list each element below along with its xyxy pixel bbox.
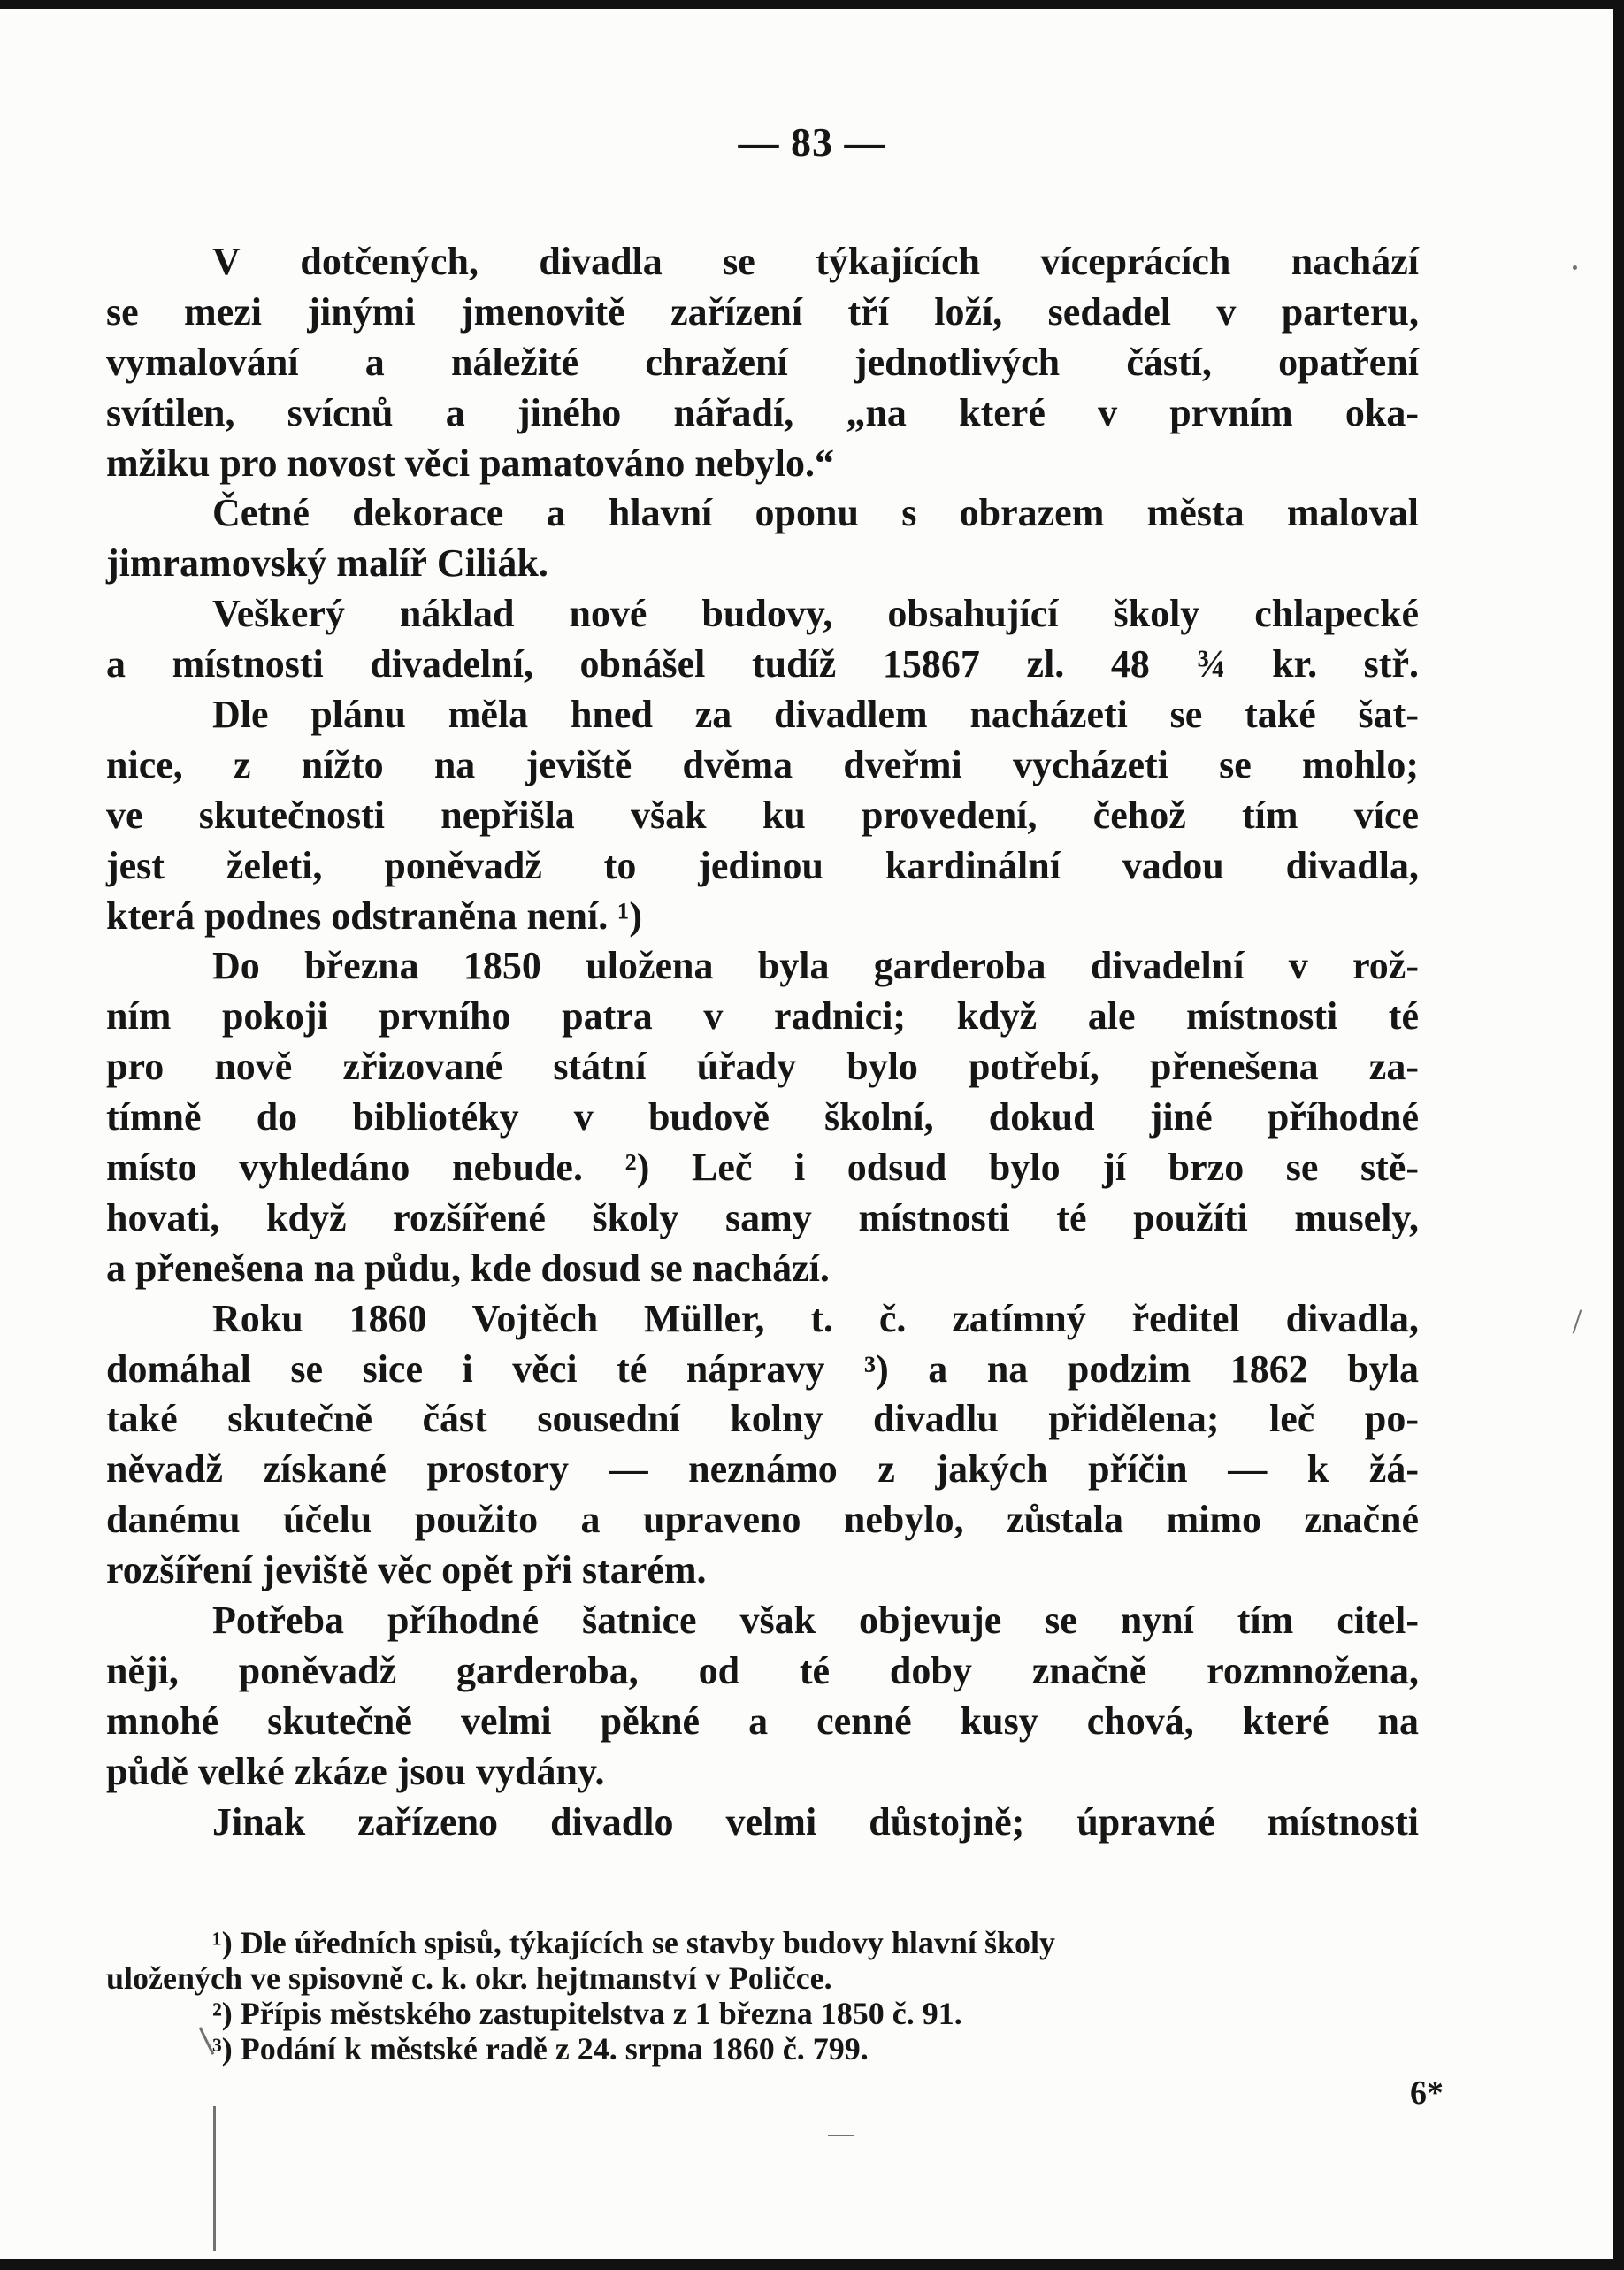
- footnote-1-line-2: uložených ve spisovně c. k. okr. hejtmanství v Poličce.: [106, 1960, 832, 1996]
- text-line-5: mžiku pro novost věci pamatováno nebylo.“: [106, 441, 835, 485]
- text-line-15: Do března 1850 uložena byla garderoba divadelní v rož-: [212, 944, 1419, 988]
- text-line-28: Potřeba příhodné šatnice však objevuje se nyní tím citel-: [212, 1599, 1419, 1643]
- text-line-4: svítilen, svícnů a jiného nářadí, „na které v prvním oka-: [106, 390, 1419, 434]
- text-line-9: a místnosti divadelní, obnášel tudíž 15867 zl. 48 ¾ kr. stř.: [106, 642, 1419, 686]
- text-line-22: Roku 1860 Vojtěch Müller, t. č. zatímný ředitel divadla,: [212, 1296, 1419, 1340]
- text-line-10: Dle plánu měla hned za divadlem nacházeti se také šat-: [212, 693, 1419, 737]
- text-line-25: něvadž získané prostory — neznámo z jakých příčin — k žá-: [106, 1447, 1419, 1492]
- right-scan-edge: [1613, 0, 1624, 2270]
- page-number-header: — 83 —: [738, 119, 886, 165]
- top-scan-edge: [0, 0, 1624, 9]
- text-line-20: hovati, když rozšířené školy samy místnosti té použíti musely,: [106, 1195, 1419, 1239]
- text-line-30: mnohé skutečně velmi pěkné a cenné kusy chová, které na: [106, 1699, 1419, 1743]
- text-line-24: také skutečně část sousední kolny divadlu přidělena; leč po-: [106, 1397, 1419, 1441]
- text-line-3: vymalování a náležité chražení jednotlivých částí, opatření: [106, 340, 1419, 384]
- text-line-21: a přenešena na půdu, kde dosud se nachází.: [106, 1246, 830, 1290]
- text-line-11: nice, z nížto na jeviště dvěma dveřmi vycházeti se mohlo;: [106, 742, 1419, 786]
- main-text-block: [106, 237, 1419, 1848]
- text-line-8: Veškerý náklad nové budovy, obsahující školy chlapecké: [212, 592, 1419, 636]
- text-line-29: něji, poněvadž garderoba, od té doby značně rozmnožena,: [106, 1648, 1419, 1692]
- scan-artifact-dot: [1573, 265, 1577, 270]
- text-line-31: půdě velké zkáze jsou vydány.: [106, 1749, 605, 1793]
- footnotes-block: [106, 1925, 1419, 2067]
- text-line-16: ním pokoji prvního patra v radnici; když ale místnosti té: [106, 994, 1419, 1039]
- text-line-7: jimramovský malíř Ciliák.: [106, 541, 548, 586]
- signature-mark: 6*: [1410, 2074, 1444, 2112]
- scan-artifact-stroke: [1573, 1309, 1582, 1333]
- footnote-1-line-1: ¹) Dle úředních spisů, týkajících se stavby budovy hlavní školy: [212, 1925, 1055, 1960]
- text-line-2: se mezi jinými jmenovitě zařízení tří loží, sedadel v parteru,: [106, 289, 1419, 334]
- text-line-14: která podnes odstraněna není. ¹): [106, 893, 643, 938]
- footnote-3: ³) Podání k městské radě z 24. srpna 1860 č. 799.: [212, 2031, 869, 2067]
- text-line-6: Četné dekorace a hlavní oponu s obrazem města maloval: [212, 491, 1419, 535]
- scan-artifact-dash: [828, 2135, 854, 2136]
- text-line-26: danému účelu použito a upraveno nebylo, zůstala mimo značné: [106, 1498, 1419, 1542]
- text-line-27: rozšíření jeviště věc opět při starém.: [106, 1548, 707, 1592]
- text-line-23: domáhal se sice i věci té nápravy ³) a na podzim 1862 byla: [106, 1346, 1419, 1391]
- bottom-scan-edge: [0, 2259, 1624, 2270]
- text-line-1: V dotčených, divadla se týkajících víceprácích nachází: [212, 240, 1419, 283]
- text-line-13: jest želeti, poněvadž to jedinou kardinální vadou divadla,: [106, 843, 1419, 887]
- text-line-18: tímně do bibliotéky v budově školní, dokud jiné příhodné: [106, 1095, 1419, 1139]
- scan-artifact-line: [213, 2106, 216, 2251]
- text-line-32: Jinak zařízeno divadlo velmi důstojně; úpravné místnosti: [212, 1799, 1419, 1844]
- footnote-2: ²) Přípis městského zastupitelstva z 1 března 1850 č. 91.: [212, 1996, 962, 2031]
- text-line-19: místo vyhledáno nebude. ²) Leč i odsud bylo jí brzo se stě-: [106, 1146, 1419, 1190]
- text-line-17: pro nově zřizované státní úřady bylo potřebí, přenešena za-: [106, 1045, 1419, 1089]
- text-line-12: ve skutečnosti nepřišla však ku provedení, čehož tím více: [106, 793, 1419, 837]
